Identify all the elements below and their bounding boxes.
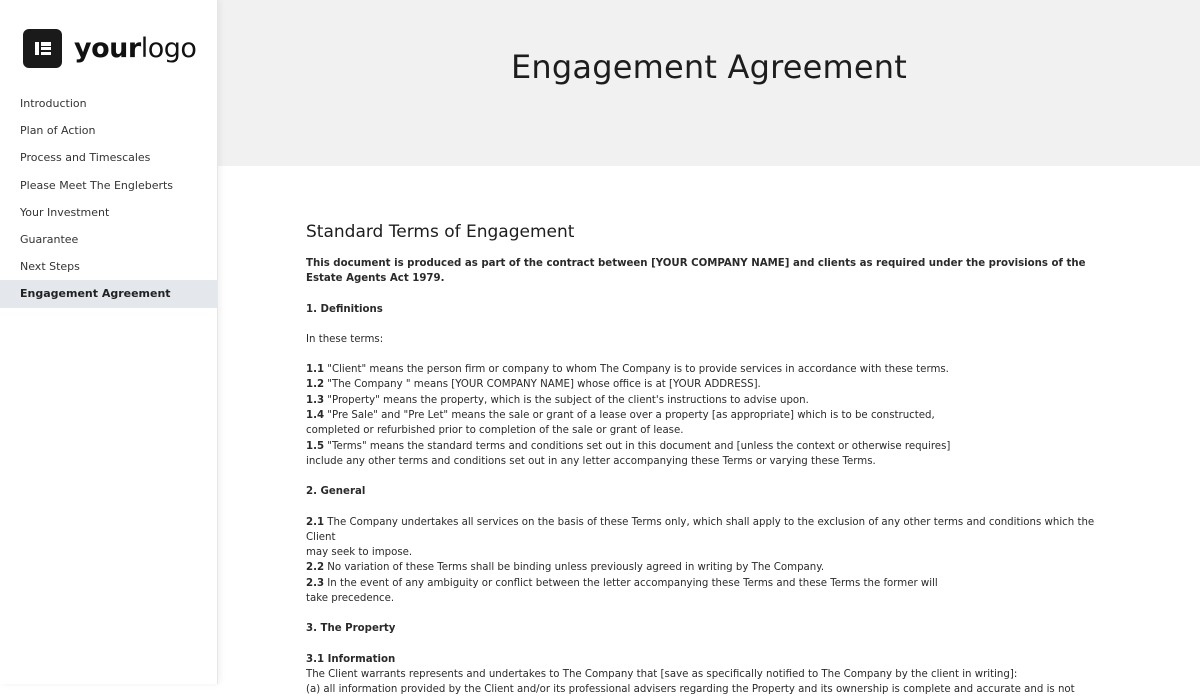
sidebar-item-introduction[interactable]: Introduction [20, 97, 87, 110]
general-2-1: 2.1 The Company undertakes all services on the basis of these Terms only, which shall apply to the exclusion of any other terms and conditions which the Client [306, 516, 1095, 543]
section-title-definitions: 1. Definitions [306, 303, 383, 315]
sidebar [0, 0, 218, 684]
sidebar-item-your-investment[interactable]: Your Investment [20, 205, 110, 219]
sidebar-item-engagement-agreement[interactable]: Engagement Agreement [0, 280, 218, 307]
section-title-general: 2. General [306, 486, 366, 498]
subsection-title-information: 3.1 Information [306, 653, 396, 665]
page-header [218, 0, 1200, 166]
information-text: The Client warrants represents and undertakes to The Company that [save as specifically notified to The Company by the client in writing]: [306, 668, 1018, 680]
general-list [306, 515, 1106, 607]
document-intro: This document is produced as part of the contract between [YOUR COMPANY NAME] and clients as required under the provisions of the Estate Agents Act 1979. [306, 258, 1086, 285]
document-heading: Standard Terms of Engagement [306, 222, 575, 242]
logo-text: yourlogo [74, 32, 197, 64]
general-2-3-continued: take precedence. [306, 593, 395, 605]
definition-1-4-continued: completed or refurbished prior to completion of the sale or grant of lease. [306, 425, 684, 437]
definitions-list [306, 362, 1106, 469]
definition-1-1: 1.1 "Client" means the person firm or company to whom The Company is to provide services in accordance with these terms. [306, 364, 949, 376]
definition-1-5: 1.5 "Terms" means the standard terms and conditions set out in this document and [unless the context or otherwise requires] [306, 440, 951, 452]
sidebar-nav [0, 90, 218, 308]
definitions-lead: In these terms: [306, 333, 384, 345]
logo-mark-icon [23, 29, 62, 68]
definition-1-4: 1.4 "Pre Sale" and "Pre Let" means the sale or grant of a lease over a property [as appropriate] which is to be constructed, [306, 410, 935, 422]
page-title: Engagement Agreement [511, 48, 907, 86]
general-2-1-continued: may seek to impose. [306, 547, 413, 559]
sidebar-item-please-meet-the-engleberts[interactable]: Please Meet The Engleberts [20, 178, 174, 192]
sidebar-item-process-and-timescales[interactable]: Process and Timescales [20, 151, 151, 165]
general-2-3: 2.3 In the event of any ambiguity or conflict between the letter accompanying these Terms and these Terms the former will [306, 577, 938, 589]
information-item-a: (a) all information provided by the Client and/or its professional advisers regarding the Property and its ownership is complete and accurate and is not [306, 684, 1075, 696]
section-title-property: 3. The Property [306, 623, 396, 635]
property-information [306, 652, 1106, 698]
definition-1-3: 1.3 "Property" means the property, which is the subject of the client's instructions to advise upon. [306, 394, 809, 406]
definition-1-2: 1.2 "The Company " means [YOUR COMPANY NAME] whose office is at [YOUR ADDRESS]. [306, 379, 761, 391]
definition-1-5-continued: include any other terms and conditions set out in any letter accompanying these Terms or varying these Terms. [306, 455, 876, 467]
sidebar-item-next-steps[interactable]: Next Steps [20, 260, 80, 274]
document-content [306, 222, 1106, 698]
sidebar-item-plan-of-action[interactable]: Plan of Action [20, 124, 96, 138]
general-2-2: 2.2 No variation of these Terms shall be binding unless previously agreed in writing by The Company. [306, 562, 825, 574]
sidebar-item-guarantee[interactable]: Guarantee [20, 232, 79, 246]
logo[interactable] [23, 28, 196, 68]
